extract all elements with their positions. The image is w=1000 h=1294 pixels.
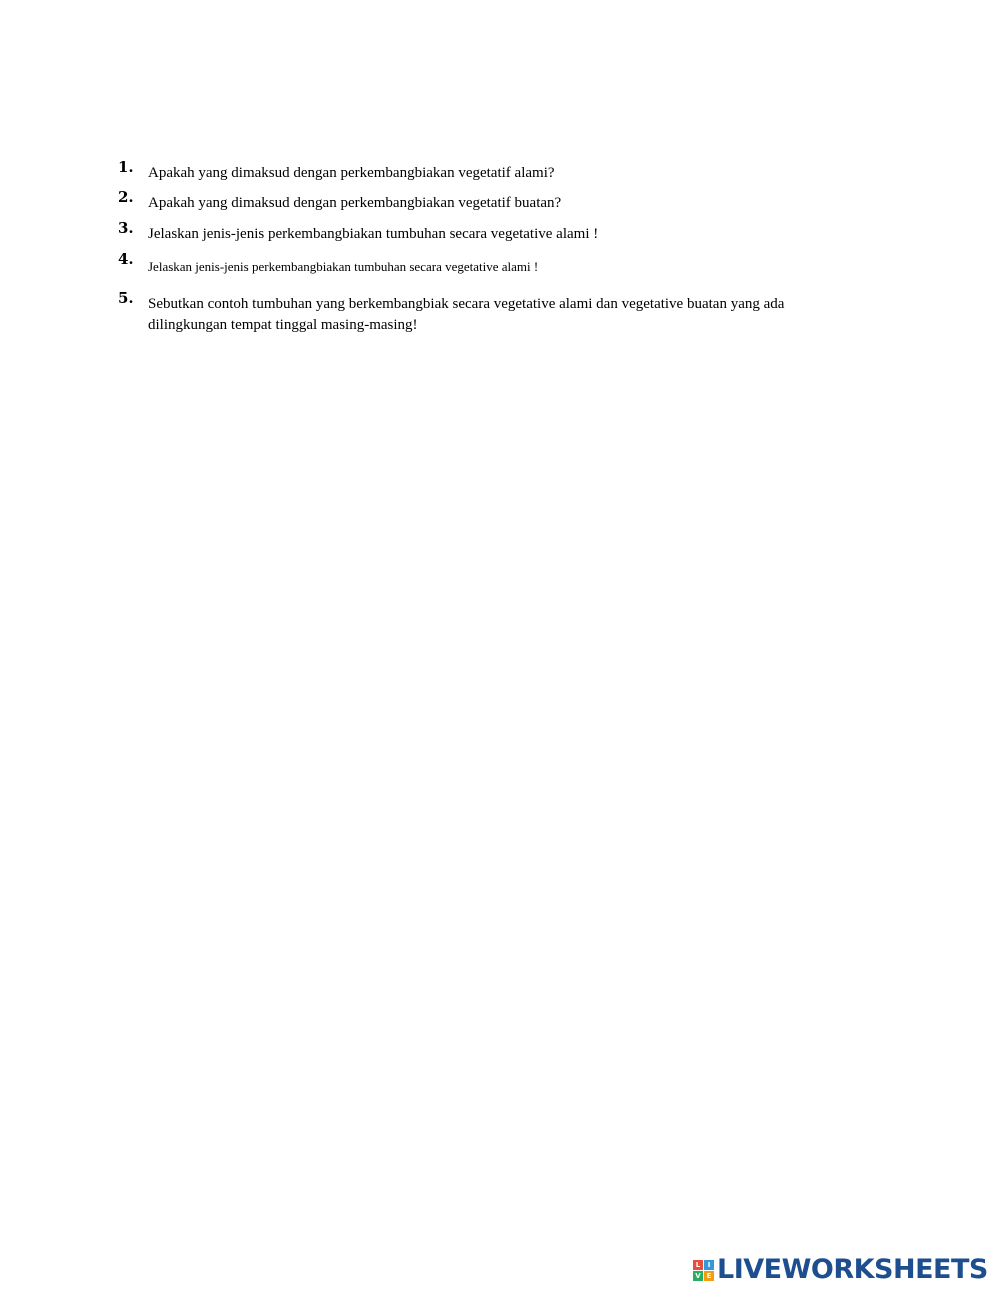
logo-letter: V: [693, 1271, 703, 1281]
liveworksheets-logo: [693, 1254, 988, 1286]
logo-wordmark: LIVEWORKSHEETS: [717, 1254, 988, 1285]
question-number: 2.: [118, 188, 134, 206]
question-text: Jelaskan jenis-jenis perkembangbiakan tumbuhan secara vegetative alami !: [148, 226, 599, 242]
question-text: Apakah yang dimaksud dengan perkembangbiakan vegetatif alami?: [148, 165, 555, 181]
question-text: Apakah yang dimaksud dengan perkembangbiakan vegetatif buatan?: [148, 195, 562, 211]
logo-letter: L: [693, 1260, 703, 1270]
question-number: 3.: [118, 219, 134, 237]
logo-mark-icon: [693, 1260, 714, 1281]
question-text: Sebutkan contoh tumbuhan yang berkembangbiak secara vegetative alami dan vegetative buatan yang ada dilingkungan tempat tinggal masing-masing!: [148, 296, 785, 333]
logo-letter: I: [704, 1260, 714, 1270]
question-number: 4.: [118, 250, 134, 268]
question-number: 1.: [118, 158, 134, 176]
question-text: Jelaskan jenis-jenis perkembangbiakan tumbuhan secara vegetative alami !: [148, 259, 539, 274]
question-number: 5.: [118, 289, 134, 307]
logo-letter: E: [704, 1271, 714, 1281]
